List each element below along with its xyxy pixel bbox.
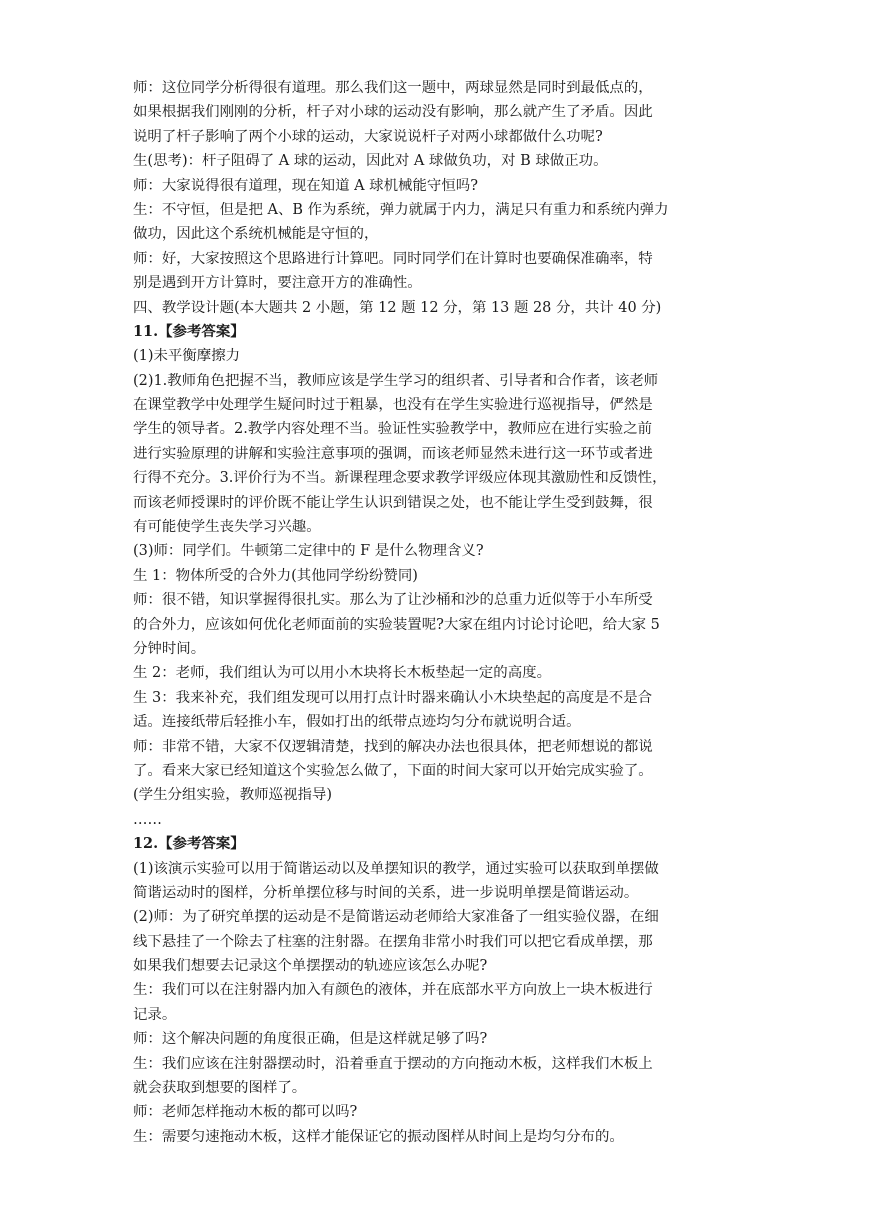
text-line: 生 2：老师，我们组认为可以用小木块将长木板垫起一定的高度。 bbox=[133, 665, 552, 682]
text-line: (学生分组实验，教师巡视指导) bbox=[133, 787, 332, 804]
text-line: (2)师：为了研究单摆的运动是不是简谐运动老师给大家准备了一组实验仪器，在细 bbox=[133, 909, 659, 926]
text-line: 学生的领导者。2.教学内容处理不当。验证性实验教学中，教师应在进行实验之前 bbox=[133, 421, 653, 438]
text-line: 生 1：物体所受的合外力(其他同学纷纷赞同) bbox=[133, 567, 418, 584]
text-line: 师：大家说得很有道理，现在知道 A 球机械能守恒吗? bbox=[133, 177, 478, 194]
text-line: (1)未平衡摩擦力 bbox=[133, 348, 241, 365]
text-line: 师：很不错，知识掌握得很扎实。那么为了让沙桶和沙的总重力近似等于小车所受 bbox=[133, 592, 653, 609]
text-line: 就会获取到想要的图样了。 bbox=[133, 1080, 307, 1097]
text-line: 记录。 bbox=[133, 1006, 177, 1023]
answer-heading: 12.【参考答案】 bbox=[133, 835, 245, 853]
text-line: 如果我们想要去记录这个单摆摆动的轨迹应该怎么办呢? bbox=[133, 958, 488, 975]
text-line: 简谐运动时的图样，分析单摆位移与时间的关系，进一步说明单摆是简谐运动。 bbox=[133, 884, 639, 901]
text-line: 说明了杆子影响了两个小球的运动，大家说说杆子对两小球都做什么功呢? bbox=[133, 128, 603, 145]
text-line: 师：老师怎样拖动木板的都可以吗? bbox=[133, 1104, 358, 1121]
text-line: 生 3：我来补充，我们组发现可以用打点计时器来确认小木块垫起的高度是不是合 bbox=[133, 689, 653, 706]
text-line: 的合外力，应该如何优化老师面前的实验装置呢?大家在组内讨论讨论吧，给大家 5 bbox=[133, 616, 660, 633]
text-line: 在课堂教学中处理学生疑问时过于粗暴，也没有在学生实验进行巡视指导，俨然是 bbox=[133, 397, 653, 414]
text-line: 四、教学设计题(本大题共 2 小题，第 12 题 12 分，第 13 题 28 分，共计 40 分) bbox=[133, 299, 662, 316]
text-line: 生：我们应该在注射器摆动时，沿着垂直于摆动的方向拖动木板，这样我们木板上 bbox=[133, 1055, 653, 1072]
text-line: 师：这位同学分析得很有道理。那么我们这一题中，两球显然是同时到最低点的， bbox=[133, 80, 653, 96]
text-line: 行得不充分。3.评价行为不当。新课程理念要求教学评级应体现其激励性和反馈性， bbox=[133, 470, 667, 487]
text-line: 有可能使学生丧失学习兴趣。 bbox=[133, 519, 321, 536]
text-line: 生(思考)：杆子阻碍了 A 球的运动，因此对 A 球做负功，对 B 球做正功。 bbox=[133, 153, 608, 170]
text-line: 而该老师授课时的评价既不能让学生认识到错误之处，也不能让学生受到鼓舞，很 bbox=[133, 494, 653, 511]
text-line: 别是遇到开方计算时，要注意开方的准确性。 bbox=[133, 275, 422, 292]
document-body bbox=[133, 76, 741, 1149]
text-line: …… bbox=[133, 811, 162, 828]
text-line: 生：不守恒，但是把 A、B 作为系统，弹力就属于内力，满足只有重力和系统内弹力 bbox=[133, 201, 669, 218]
text-line: (2)1.教师角色把握不当，教师应该是学生学习的组织者、引导者和合作者，该老师 bbox=[133, 372, 659, 389]
text-line: 进行实验原理的讲解和实验注意事项的强调，而该老师显然未进行这一环节或者进 bbox=[133, 445, 653, 462]
text-line: 线下悬挂了一个除去了柱塞的注射器。在摆角非常小时我们可以把它看成单摆，那 bbox=[133, 933, 653, 950]
answer-heading: 11.【参考答案】 bbox=[133, 322, 245, 340]
text-line: (3)师：同学们。牛顿第二定律中的 F 是什么物理含义? bbox=[133, 543, 484, 560]
text-line: 生：我们可以在注射器内加入有颜色的液体，并在底部水平方向放上一块木板进行 bbox=[133, 982, 653, 999]
text-line: 做功，因此这个系统机械能是守恒的， bbox=[133, 226, 379, 243]
text-line: 如果根据我们刚刚的分析，杆子对小球的运动没有影响，那么就产生了矛盾。因此 bbox=[133, 104, 653, 121]
text-line: 分钟时间。 bbox=[133, 640, 206, 657]
text-line: (1)该演示实验可以用于简谐运动以及单摆知识的教学，通过实验可以获取到单摆做 bbox=[133, 860, 659, 877]
text-line: 师：好，大家按照这个思路进行计算吧。同时同学们在计算时也要确保准确率，特 bbox=[133, 250, 653, 267]
text-line: 适。连接纸带后轻推小车，假如打出的纸带点迹均匀分布就说明合适。 bbox=[133, 714, 581, 731]
text-line: 生：需要匀速拖动木板，这样才能保证它的振动图样从时间上是均匀分布的。 bbox=[133, 1128, 624, 1145]
text-line: 师：非常不错，大家不仅逻辑清楚，找到的解决办法也很具体，把老师想说的都说 bbox=[133, 738, 653, 755]
text-line: 了。看来大家已经知道这个实验怎么做了，下面的时间大家可以开始完成实验了。 bbox=[133, 762, 653, 779]
text-line: 师：这个解决问题的角度很正确，但是这样就足够了吗? bbox=[133, 1031, 488, 1048]
